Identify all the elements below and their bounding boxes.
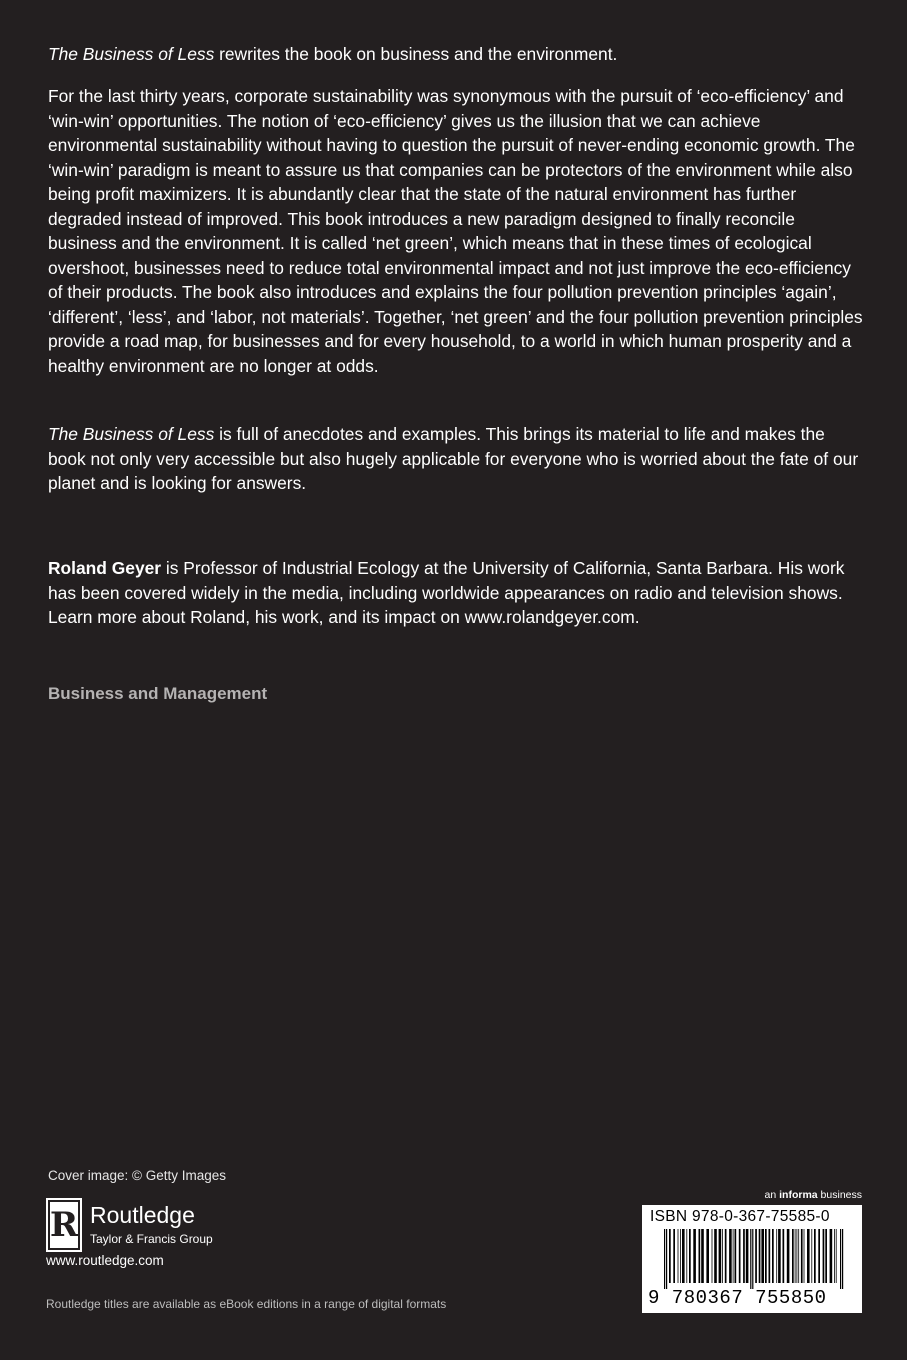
blurb-closing — [48, 422, 863, 496]
barcode-bar — [807, 1229, 810, 1283]
isbn-label: ISBN 978-0-367-75585-0 — [650, 1208, 830, 1225]
barcode-guard-bar — [840, 1229, 841, 1289]
barcode-bar — [669, 1229, 671, 1283]
ebook-note: Routledge titles are available as eBook editions in a range of digital formats — [46, 1297, 447, 1311]
barcode-bar — [706, 1229, 709, 1283]
barcode-bar — [792, 1229, 794, 1283]
blurb-main: For the last thirty years, corporate sustainability was synonymous with the pursuit of ‘eco-efficiency’ and ‘win-win’ opportunities. The notion of ‘eco-efficiency’ gives us the illusion that we can achieve environmental sustainability without having to question the pursuit of never-ending economic growth. The ‘win-win’ paradigm is meant to assure us that companies can be protectors of the environment while also being profit maximizers. It is abundantly clear that the state of the natural environment has further degraded instead of improved. This book introduces a new paradigm designed to finally reconcile business and the environment. It is called ‘net green’, which means that in these times of ecological overshoot, businesses need to reduce total environmental impact and not just improve the eco-efficiency of their products. The book also introduces and explains the four pollution prevention principles ‘again’, ‘different’, ‘less’, and ‘labor, not materials’. Together, ‘net green’ and the four pollution prevention principles provide a road map, for businesses and for every household, to a world in which human prosperity and a healthy environment are no longer at odds. — [48, 86, 863, 376]
author-bio — [48, 556, 863, 630]
publisher-name: Routledge — [90, 1202, 195, 1228]
barcode-bar — [735, 1229, 737, 1283]
barcode-bar — [797, 1229, 798, 1283]
barcode-guard-bar — [752, 1229, 753, 1289]
isbn-barcode — [642, 1205, 862, 1313]
barcode-bar — [739, 1229, 741, 1283]
barcode-guard-bar — [664, 1229, 665, 1289]
barcode-bar — [719, 1229, 722, 1283]
logo-letter: R — [49, 1205, 79, 1245]
barcode-bar — [761, 1229, 764, 1283]
barcode-bar — [682, 1229, 685, 1283]
barcode-guard-bar — [750, 1229, 751, 1289]
barcode-guard-bar — [842, 1229, 843, 1289]
barcode-bar — [673, 1229, 675, 1283]
book-title-italic: The Business of Less — [48, 44, 215, 64]
subject-category: Business and Management — [48, 684, 268, 703]
barcode-bar — [699, 1229, 701, 1283]
barcode-bar — [834, 1229, 835, 1283]
blurb-intro-text: rewrites the book on business and the environment. — [214, 44, 618, 64]
barcode-bar — [772, 1229, 774, 1283]
blurb-closing-text: is full of anecdotes and examples. This brings its material to life and makes the book not only very accessible but also hugely applicable for everyone who is worried about the fate of our planet and is looking for answers. — [48, 424, 859, 493]
barcode-bar — [814, 1229, 816, 1283]
barcode-bar — [729, 1229, 732, 1283]
barcode-bar — [686, 1229, 687, 1283]
barcode-bar — [783, 1229, 785, 1283]
blurb-intro — [48, 42, 863, 67]
barcode-bar — [836, 1229, 837, 1283]
barcode-bar — [743, 1229, 745, 1283]
barcode-bar — [689, 1229, 691, 1283]
barcode-bar — [801, 1229, 803, 1283]
informa-tagline: an informa business — [764, 1189, 862, 1201]
barcode-guard-bar — [666, 1229, 667, 1289]
barcode-bar — [733, 1229, 734, 1283]
barcode-bar — [804, 1229, 805, 1283]
barcode-bar — [714, 1229, 717, 1283]
author-name: Roland Geyer — [48, 558, 162, 578]
routledge-logo-icon — [46, 1198, 82, 1252]
barcode-bar — [759, 1229, 761, 1283]
barcode-bar — [678, 1229, 679, 1283]
barcode-bar — [795, 1229, 796, 1283]
barcode-bar — [769, 1229, 771, 1283]
barcode-bar — [818, 1229, 820, 1283]
book-title-italic: The Business of Less — [48, 424, 215, 444]
barcode-bar — [778, 1229, 781, 1283]
barcode-digits: 9 780367 755850 — [648, 1287, 827, 1309]
barcode-bar — [693, 1229, 696, 1283]
barcode-bar — [755, 1229, 757, 1283]
author-bio-text: is Professor of Industrial Ecology at the University of California, Santa Barbara. His work has been covered widely in the media, including worldwide appearances on radio and television shows. Learn more about Roland, his work, and its impact on www.rolandgeyer.com. — [48, 558, 845, 627]
barcode-bar — [765, 1229, 767, 1283]
barcode-bar — [798, 1229, 799, 1283]
barcode-bar — [776, 1229, 777, 1283]
publisher-group: Taylor & Francis Group — [90, 1232, 213, 1246]
cover-credit: Cover image: © Getty Images — [48, 1168, 227, 1183]
barcode-bar — [830, 1229, 833, 1283]
barcode-bar — [825, 1229, 827, 1283]
barcode-bar — [722, 1229, 723, 1283]
barcode-bar — [701, 1229, 704, 1283]
barcode-bar — [712, 1229, 713, 1283]
barcode-bar — [811, 1229, 812, 1283]
barcode-bar — [823, 1229, 825, 1283]
publisher-logo — [46, 1198, 246, 1252]
barcode-bar — [746, 1229, 749, 1283]
barcode-bar — [680, 1229, 681, 1283]
publisher-url: www.routledge.com — [46, 1253, 164, 1268]
barcode-bar — [787, 1229, 790, 1283]
barcode-bar — [725, 1229, 727, 1283]
